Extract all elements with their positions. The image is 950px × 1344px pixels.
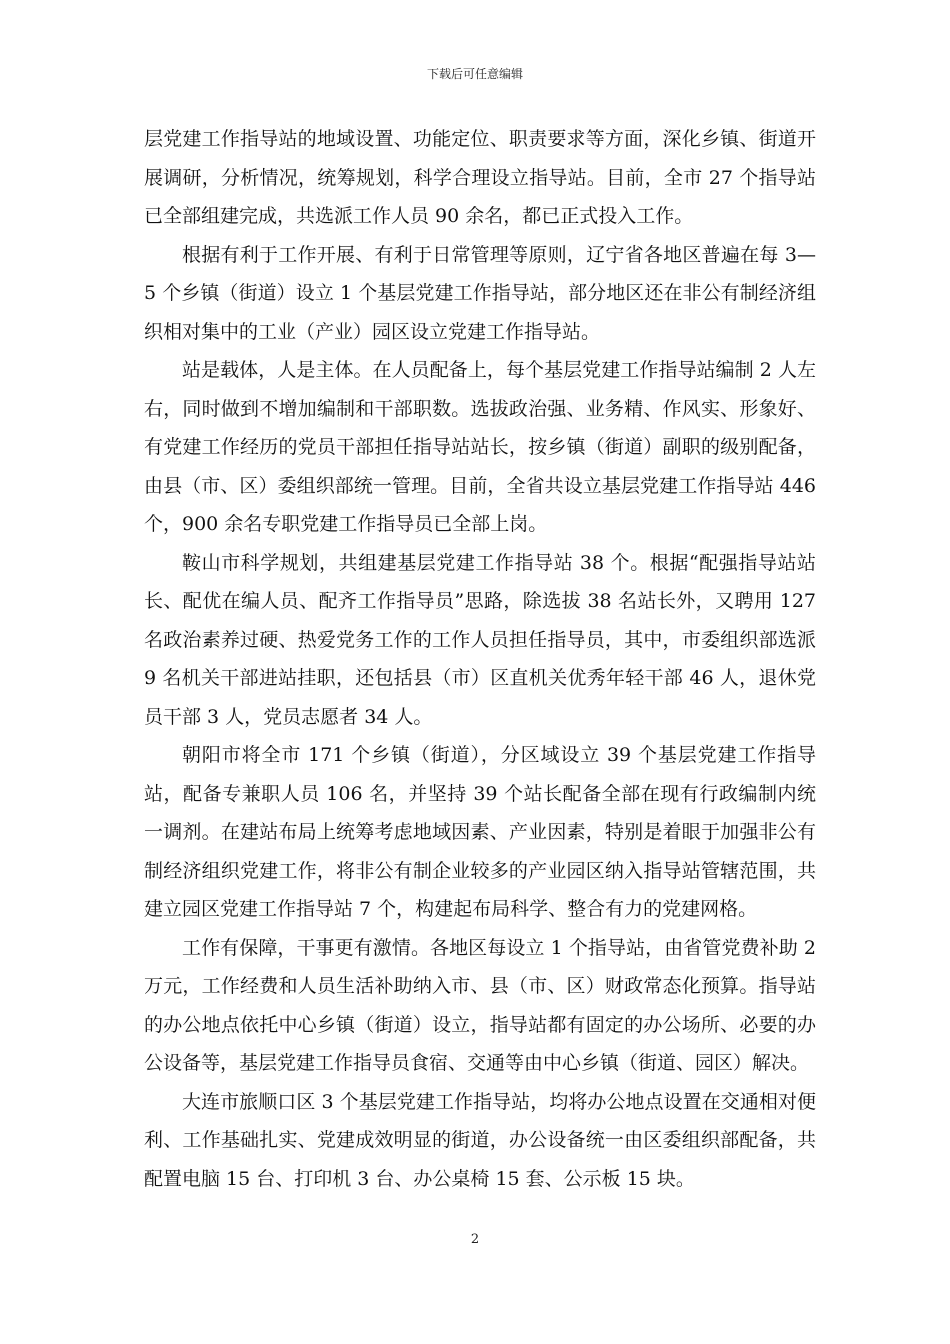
- document-body: [144, 120, 816, 1198]
- paragraph: 大连市旅顺口区 3 个基层党建工作指导站，均将办公地点设置在交通相对便利、工作基础扎实、党建成效明显的街道，办公设备统一由区委组织部配备，共配置电脑 15 台、打印机 3 台、办公桌椅 15 套、公示板 15 块。: [144, 1090, 816, 1190]
- page-number: 2: [470, 1232, 480, 1247]
- paragraph: 站是载体，人是主体。在人员配备上，每个基层党建工作指导站编制 2 人左右，同时做到不增加编制和干部职数。选拔政治强、业务精、作风实、形象好、有党建工作经历的党员干部担任指导站站长，按乡镇（街道）副职的级别配备，由县（市、区）委组织部统一管理。目前，全省共设立基层党建工作指导站 446 个，900 余名专职党建工作指导员已全部上岗。: [144, 359, 816, 535]
- paragraph: 工作有保障，干事更有激情。各地区每设立 1 个指导站，由省管党费补助 2 万元，工作经费和人员生活补助纳入市、县（市、区）财政常态化预算。指导站的办公地点依托中心乡镇（街道）设立，指导站都有固定的办公场所、必要的办公设备等，基层党建工作指导员食宿、交通等由中心乡镇（街道、园区）解决。: [144, 936, 816, 1074]
- paragraph: 根据有利于工作开展、有利于日常管理等原则，辽宁省各地区普遍在每 3—5 个乡镇（街道）设立 1 个基层党建工作指导站，部分地区还在非公有制经济组织相对集中的工业（产业）园区设立党建工作指导站。: [144, 243, 816, 343]
- paragraph-continued: 层党建工作指导站的地域设置、功能定位、职责要求等方面，深化乡镇、街道开展调研，分析情况，统筹规划，科学合理设立指导站。目前，全市 27 个指导站已全部组建完成，共选派工作人员 90 余名，都已正式投入工作。: [144, 128, 816, 227]
- paragraph: 朝阳市将全市 171 个乡镇（街道），分区域设立 39 个基层党建工作指导站，配备专兼职人员 106 名，并坚持 39 个站长配备全部在现有行政编制内统一调剂。在建站布局上统筹考虑地域因素、产业因素，特别是着眼于加强非公有制经济组织党建工作，将非公有制企业较多的产业园区纳入指导站管辖范围，共建立园区党建工作指导站 7 个，构建起布局科学、整合有力的党建网格。: [144, 744, 816, 920]
- paragraph: 鞍山市科学规划，共组建基层党建工作指导站 38 个。根据“配强指导站站长、配优在编人员、配齐工作指导员”思路，除选拔 38 名站长外，又聘用 127 名政治素养过硬、热爱党务工作的工作人员担任指导员，其中，市委组织部选派 9 名机关干部进站挂职，还包括县（市）区直机关优秀年轻干部 46 人，退休党员干部 3 人，党员志愿者 34 人。: [144, 551, 816, 728]
- page-header: 下载后可任意编辑: [426, 67, 523, 81]
